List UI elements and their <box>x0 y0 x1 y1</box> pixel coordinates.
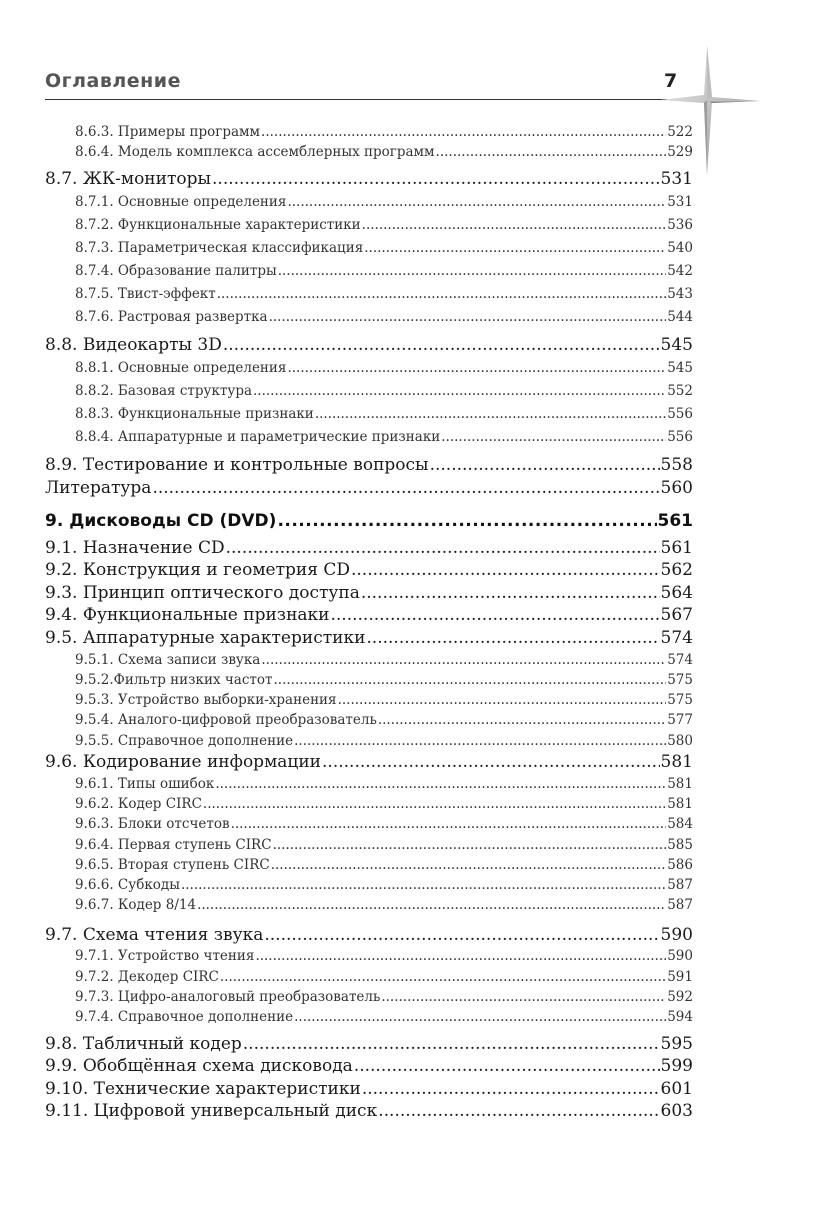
toc-entry-page: 560 <box>660 477 693 498</box>
toc-entry-title: 8.8.1. Основные определения <box>75 359 287 376</box>
toc-leader <box>331 604 660 627</box>
toc-leader <box>261 650 666 670</box>
toc-entry-page: 575 <box>667 692 693 709</box>
toc-entry <box>45 751 693 774</box>
toc-entry-title: 9.7.3. Цифро-аналоговый преобразователь <box>75 988 381 1005</box>
toc-entry-title: 8.8.2. Базовая структура <box>75 382 253 399</box>
toc-entry-title: 8.9. Тестирование и контрольные вопросы <box>45 454 429 475</box>
toc-entry-title: 9.6.5. Вторая ступень CIRC <box>75 856 270 873</box>
toc-entry <box>45 582 693 605</box>
toc-entry-title: 8.6.4. Модель комплекса ассемблерных программ <box>75 144 435 161</box>
toc-leader <box>366 627 659 650</box>
toc-entry <box>45 380 693 403</box>
toc-entry <box>45 142 693 162</box>
toc-entry <box>45 1078 693 1101</box>
toc-entry <box>45 710 693 730</box>
toc-leader <box>378 710 666 730</box>
toc-entry <box>45 454 693 477</box>
toc-entry-title: 8.8.3. Функциональные признаки <box>75 405 314 422</box>
toc-entry <box>45 283 693 306</box>
toc-leader <box>220 967 666 987</box>
toc-entry-page: 575 <box>667 671 693 688</box>
toc-entry <box>45 237 693 260</box>
toc-entry-title: 9.6.4. Первая ступень CIRC <box>75 836 272 853</box>
toc-entry-title: 9.6.6. Субкоды <box>75 877 180 894</box>
toc-entry <box>45 168 693 191</box>
toc-entry-title: 8.7.5. Твист-эффект <box>75 285 216 302</box>
toc-leader <box>261 122 666 142</box>
toc-entry <box>45 306 693 329</box>
toc-entry-page: 531 <box>660 168 693 189</box>
toc-leader <box>273 670 666 690</box>
toc-entry-title: 9.1. Назначение CD <box>45 537 225 558</box>
toc-entry-page: 577 <box>667 712 693 729</box>
toc-entry <box>45 122 693 142</box>
toc-leader <box>253 380 666 403</box>
toc-entry-title: 9.5.1. Схема записи звука <box>75 651 261 668</box>
header-rule <box>45 99 667 100</box>
toc-leader <box>269 306 667 329</box>
toc-entry <box>45 1055 693 1078</box>
toc-entry-title: 9.10. Технические характеристики <box>45 1078 361 1099</box>
toc-entry-title: 8.8. Видеокарты 3D <box>45 334 222 355</box>
toc-leader <box>322 751 660 774</box>
toc-entry <box>45 855 693 875</box>
toc-entry-page: 556 <box>667 405 693 422</box>
toc-entry-page: 580 <box>667 732 693 749</box>
toc-entry <box>45 604 693 627</box>
toc-entry <box>45 814 693 834</box>
toc-entry-title: 9.5.5. Справочное дополнение <box>75 732 294 749</box>
toc-entry <box>45 987 693 1007</box>
toc-leader <box>264 924 659 947</box>
toc-entry-page: 581 <box>660 752 693 773</box>
toc-entry-page: 561 <box>657 510 693 531</box>
toc-entry <box>45 650 693 670</box>
toc-entry-page: 574 <box>660 627 693 648</box>
toc-leader <box>243 1033 660 1056</box>
toc-entry-title: 9.6.3. Блоки отсчетов <box>75 816 230 833</box>
toc-entry-page: 581 <box>667 775 693 792</box>
toc-entry-title: 9.5.3. Устройство выборки-хранения <box>75 692 337 709</box>
toc-entry-title: 8.8.4. Аппаратурные и параметрические признаки <box>75 428 441 445</box>
toc-entry-page: 558 <box>660 454 693 475</box>
toc-entry-title: 9.2. Конструкция и геометрия CD <box>45 560 350 581</box>
toc-leader <box>381 987 666 1007</box>
toc-entry-title: 9. Дисководы CD (DVD) <box>45 510 277 531</box>
toc-leader <box>273 835 667 855</box>
toc-entry-page: 592 <box>667 988 693 1005</box>
toc-entry <box>45 559 693 582</box>
toc-leader <box>362 1078 660 1101</box>
toc-leader <box>354 1055 660 1078</box>
toc-entry-page: 543 <box>667 285 693 302</box>
toc-entry-title: 9.7.1. Устройство чтения <box>75 948 255 965</box>
toc-entry-page: 562 <box>660 560 693 581</box>
toc-leader <box>255 946 666 966</box>
toc-entry-title: 9.7.2. Декодер CIRC <box>75 968 219 985</box>
running-head-title: Оглавление <box>45 70 181 92</box>
toc-entry-title: 9.5. Аппаратурные характеристики <box>45 627 366 648</box>
toc-leader <box>223 334 660 357</box>
toc-entry-page: 540 <box>667 239 693 256</box>
toc-entry-page: 556 <box>667 428 693 445</box>
toc-entry-title: 9.9. Обобщённая схема дисковода <box>45 1056 353 1077</box>
toc-leader <box>441 426 666 449</box>
toc-entry <box>45 794 693 814</box>
toc-entry-title: 9.6.7. Кодер 8/14 <box>75 897 197 914</box>
toc-leader <box>430 454 660 477</box>
table-of-contents <box>45 122 693 1123</box>
toc-entry-title: 8.7. ЖК-мониторы <box>45 168 212 189</box>
toc-entry-page: 599 <box>660 1056 693 1077</box>
toc-leader <box>203 794 666 814</box>
toc-entry-title: 8.7.6. Растровая развертка <box>75 308 268 325</box>
toc-leader <box>215 774 666 794</box>
toc-entry-title: 9.5.2.Фильтр низких частот <box>75 671 273 688</box>
toc-leader <box>271 855 667 875</box>
toc-entry <box>45 627 693 650</box>
toc-entry-page: 587 <box>667 897 693 914</box>
toc-entry <box>45 357 693 380</box>
toc-leader <box>287 357 666 380</box>
toc-entry-title: 9.4. Функциональные признаки <box>45 605 330 626</box>
toc-entry-page: 591 <box>667 968 693 985</box>
toc-entry-title: 8.7.2. Функциональные характеристики <box>75 216 361 233</box>
toc-entry-page: 595 <box>660 1033 693 1054</box>
toc-leader <box>351 559 660 582</box>
toc-entry <box>45 774 693 794</box>
toc-entry <box>45 260 693 283</box>
toc-leader <box>217 283 667 306</box>
toc-entry-page: 590 <box>667 948 693 965</box>
toc-entry <box>45 334 693 357</box>
toc-leader <box>212 168 660 191</box>
toc-leader <box>226 537 660 560</box>
toc-entry-title: 9.6. Кодирование информации <box>45 752 322 773</box>
toc-leader <box>181 875 666 895</box>
toc-leader <box>278 260 667 283</box>
toc-entry-page: 544 <box>667 308 693 325</box>
toc-entry-title: 9.3. Принцип оптического доступа <box>45 582 360 603</box>
toc-entry <box>45 895 693 915</box>
toc-entry-page: 585 <box>667 836 693 853</box>
toc-entry-page: 529 <box>667 144 693 161</box>
toc-entry-title: 9.7. Схема чтения звука <box>45 924 264 945</box>
toc-entry-page: 587 <box>667 877 693 894</box>
toc-entry-title: 9.7.4. Справочное дополнение <box>75 1009 294 1026</box>
toc-entry-page: 594 <box>667 1009 693 1026</box>
toc-entry-title: 9.6.2. Кодер CIRC <box>75 795 202 812</box>
toc-leader <box>338 690 667 710</box>
toc-leader <box>152 477 659 500</box>
toc-entry <box>45 924 693 947</box>
toc-entry-page: 552 <box>667 382 693 399</box>
toc-leader <box>364 237 666 260</box>
toc-entry-title: 8.6.3. Примеры программ <box>75 124 261 140</box>
toc-entry-title: 8.7.1. Основные определения <box>75 193 287 210</box>
toc-entry <box>45 1100 693 1123</box>
toc-entry-page: 601 <box>660 1078 693 1099</box>
toc-leader <box>197 895 666 915</box>
toc-leader <box>315 403 666 426</box>
toc-entry <box>45 967 693 987</box>
toc-entry-page: 567 <box>660 605 693 626</box>
toc-entry-page: 522 <box>667 124 693 140</box>
toc-entry-title: 8.7.3. Параметрическая классификация <box>75 239 364 256</box>
toc-leader <box>231 814 667 834</box>
toc-leader <box>277 505 656 537</box>
toc-entry <box>45 477 693 500</box>
toc-entry <box>45 191 693 214</box>
toc-leader <box>294 1007 666 1027</box>
toc-entry <box>45 731 693 751</box>
toc-entry-title: Литература <box>45 477 152 498</box>
toc-entry <box>45 403 693 426</box>
toc-leader <box>287 191 666 214</box>
toc-entry <box>45 875 693 895</box>
toc-entry <box>45 426 693 449</box>
toc-leader <box>436 142 667 162</box>
toc-entry <box>45 670 693 690</box>
toc-entry-page: 545 <box>667 359 693 376</box>
toc-entry-page: 584 <box>667 816 693 833</box>
toc-entry-title: 9.8. Табличный кодер <box>45 1033 242 1054</box>
toc-leader <box>362 214 667 237</box>
toc-entry <box>45 537 693 560</box>
toc-entry-page: 574 <box>667 651 693 668</box>
toc-entry <box>45 1007 693 1027</box>
toc-entry <box>45 214 693 237</box>
toc-entry-title: 9.11. Цифровой универсальный диск <box>45 1101 378 1122</box>
toc-entry-page: 561 <box>660 537 693 558</box>
toc-entry-page: 581 <box>667 795 693 812</box>
toc-leader <box>294 731 666 751</box>
toc-entry-page: 603 <box>660 1101 693 1122</box>
toc-leader <box>378 1100 659 1123</box>
toc-entry-page: 542 <box>667 262 693 279</box>
toc-entry <box>45 1033 693 1056</box>
toc-entry-page: 564 <box>660 582 693 603</box>
page-number: 7 <box>664 70 678 92</box>
toc-chapter-entry <box>45 505 693 537</box>
toc-entry <box>45 690 693 710</box>
toc-entry-title: 8.7.4. Образование палитры <box>75 262 277 279</box>
toc-entry-page: 531 <box>667 193 693 210</box>
toc-leader <box>361 582 660 605</box>
toc-entry-page: 536 <box>667 216 693 233</box>
toc-entry-title: 9.6.1. Типы ошибок <box>75 775 215 792</box>
toc-entry-page: 586 <box>667 856 693 873</box>
toc-entry <box>45 946 693 966</box>
toc-entry <box>45 835 693 855</box>
toc-entry-title: 9.5.4. Аналого-цифровой преобразователь <box>75 712 377 729</box>
toc-entry-page: 590 <box>660 924 693 945</box>
toc-entry-page: 545 <box>660 334 693 355</box>
